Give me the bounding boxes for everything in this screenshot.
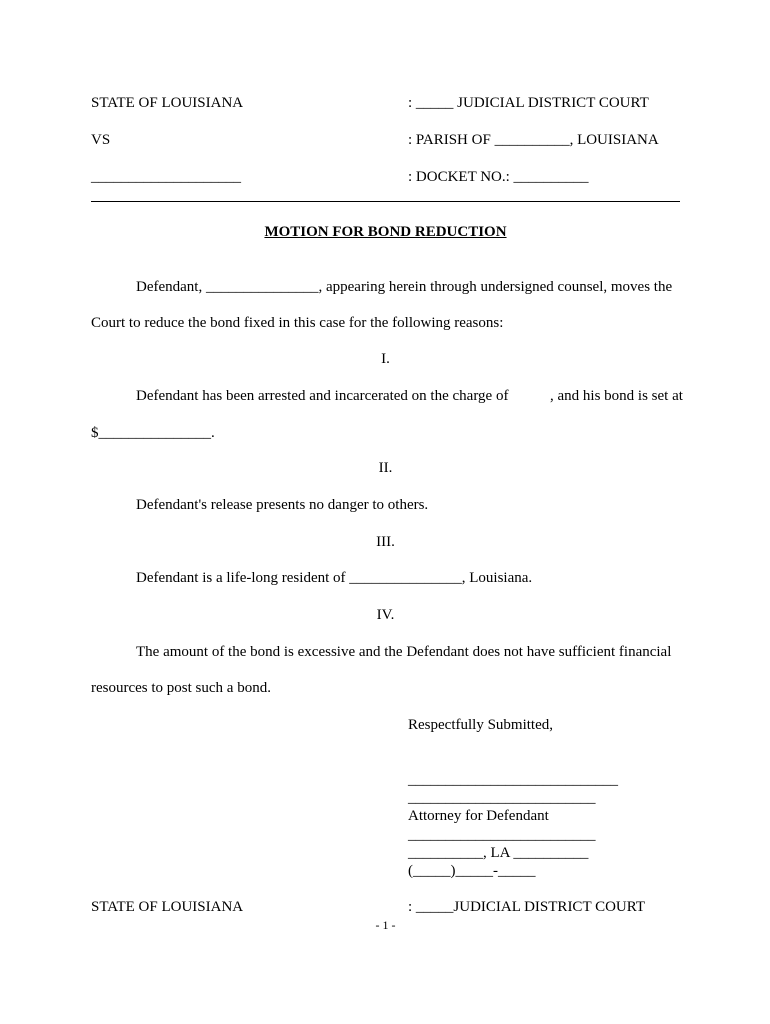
section-numeral-3: III. (376, 534, 395, 550)
caption-vs: VS (91, 132, 111, 148)
section-numeral-2: II. (378, 460, 393, 476)
section-1-line-2: $_______________. (91, 425, 215, 441)
signature-city-line: __________, LA __________ (408, 845, 589, 861)
section-4-line-2: resources to post such a bond. (91, 680, 271, 696)
caption-state: STATE OF LOUISIANA (91, 95, 244, 111)
section-1-line-1-left: Defendant has been arrested and incarcerated on the charge of (136, 388, 509, 404)
footer-court: : _____JUDICIAL DISTRICT COURT (408, 899, 646, 915)
section-numeral-4: IV. (376, 607, 395, 623)
section-2-line-1: Defendant's release presents no danger to others. (136, 497, 429, 513)
signature-line-c: _________________________ (408, 827, 596, 843)
caption-party-blank: ____________________ (91, 169, 241, 185)
caption-parish: : PARISH OF __________, LOUISIANA (408, 132, 659, 148)
section-3-line-1: Defendant is a life-long resident of _______________, Louisiana. (136, 570, 533, 586)
section-1-line-1-right: , and his bond is set at (550, 388, 683, 404)
page-number: - 1 - (375, 918, 396, 932)
attorney-label: Attorney for Defendant (408, 808, 549, 824)
footer-state: STATE OF LOUISIANA (91, 899, 244, 915)
section-4-line-1: The amount of the bond is excessive and the Defendant does not have sufficient financial (136, 644, 672, 660)
caption-docket: : DOCKET NO.: __________ (408, 169, 589, 185)
signature-line-a: ____________________________ (408, 772, 618, 788)
intro-line-1: Defendant, _______________, appearing herein through undersigned counsel, moves the (136, 279, 673, 295)
signature-closing: Respectfully Submitted, (408, 717, 553, 733)
caption-divider (91, 201, 680, 202)
caption-court: : _____ JUDICIAL DISTRICT COURT (408, 95, 649, 111)
document-title: MOTION FOR BOND REDUCTION (264, 224, 507, 240)
signature-line-b: _________________________ (408, 790, 596, 806)
signature-phone-line: (_____)_____-_____ (408, 863, 536, 879)
intro-line-2: Court to reduce the bond fixed in this case for the following reasons: (91, 315, 504, 331)
section-numeral-1: I. (381, 351, 390, 367)
